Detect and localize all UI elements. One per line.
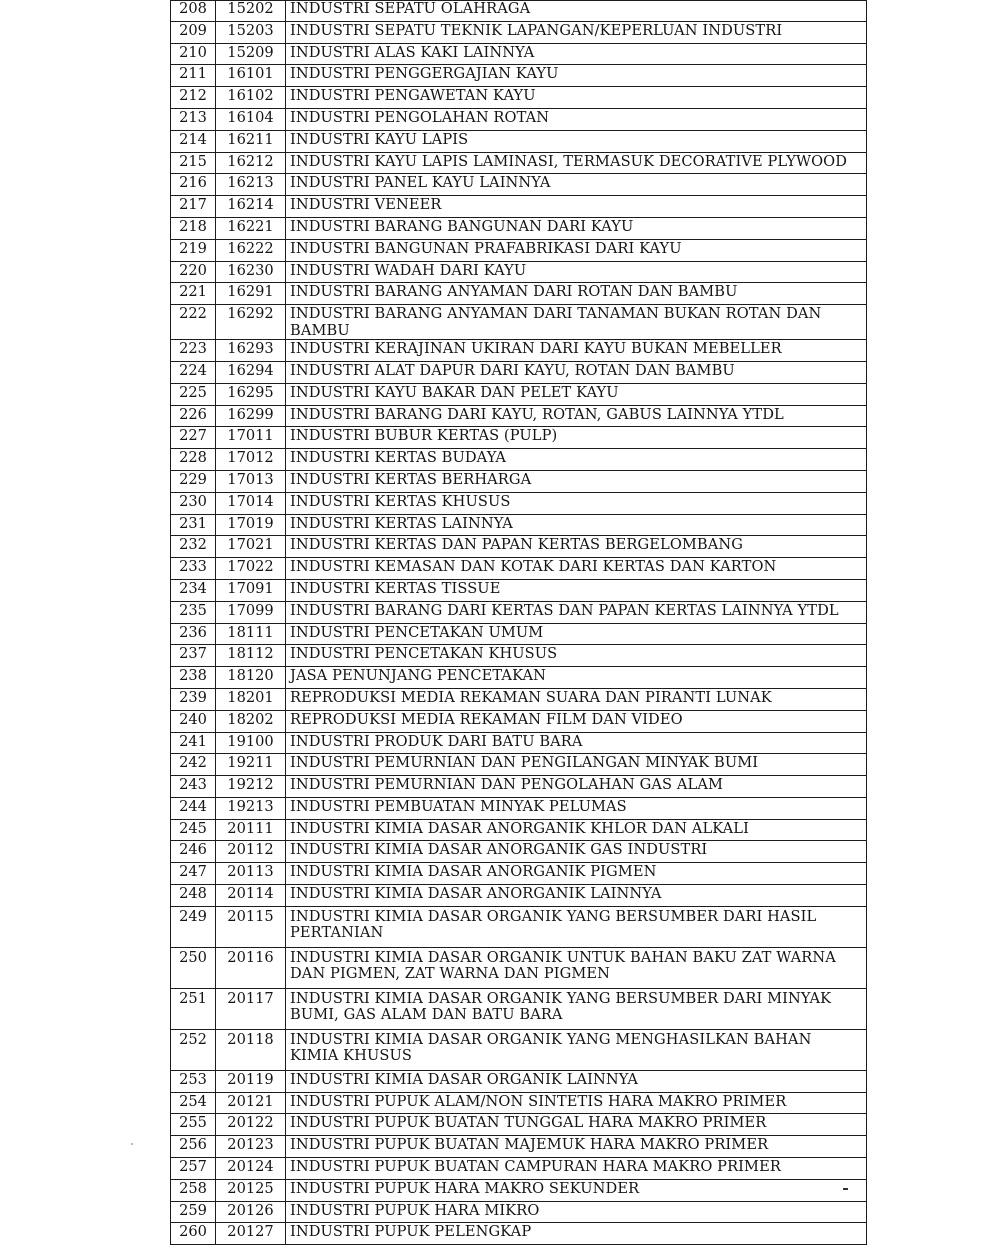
kbli-code-table <box>170 0 867 1245</box>
kbli-code-cell: 16211 <box>216 130 286 152</box>
industry-description-cell: INDUSTRI BARANG ANYAMAN DARI TANAMAN BUKAN ROTAN DAN BAMBU <box>286 305 867 340</box>
row-number-cell: 234 <box>171 579 216 601</box>
kbli-code-cell: 16104 <box>216 108 286 130</box>
table-row <box>171 710 867 732</box>
row-number-cell: 209 <box>171 21 216 43</box>
kbli-code-cell: 16213 <box>216 174 286 196</box>
industry-description-cell: INDUSTRI PENGAWETAN KAYU <box>286 87 867 109</box>
row-number-cell: 232 <box>171 536 216 558</box>
table-row <box>171 470 867 492</box>
table-row <box>171 1223 867 1245</box>
row-number-cell: 221 <box>171 283 216 305</box>
table-row <box>171 754 867 776</box>
kbli-code-cell: 17021 <box>216 536 286 558</box>
table-row <box>171 405 867 427</box>
industry-description-cell: REPRODUKSI MEDIA REKAMAN FILM DAN VIDEO <box>286 710 867 732</box>
table-row <box>171 1114 867 1136</box>
table-row <box>171 305 867 340</box>
row-number-cell: 235 <box>171 601 216 623</box>
table-row <box>171 196 867 218</box>
industry-description-cell: INDUSTRI PUPUK HARA MAKRO SEKUNDER <box>286 1179 867 1201</box>
kbli-code-cell: 16212 <box>216 152 286 174</box>
table-row <box>171 579 867 601</box>
table-row <box>171 152 867 174</box>
industry-description-cell: INDUSTRI PUPUK PELENGKAP <box>286 1223 867 1245</box>
kbli-code-cell: 19211 <box>216 754 286 776</box>
row-number-cell: 247 <box>171 863 216 885</box>
industry-description-cell: JASA PENUNJANG PENCETAKAN <box>286 667 867 689</box>
industry-description-cell: INDUSTRI KERAJINAN UKIRAN DARI KAYU BUKAN MEBELLER <box>286 340 867 362</box>
row-number-cell: 211 <box>171 65 216 87</box>
industry-description-cell: INDUSTRI KAYU LAPIS <box>286 130 867 152</box>
row-number-cell: 254 <box>171 1092 216 1114</box>
kbli-code-cell: 16299 <box>216 405 286 427</box>
industry-description-cell: INDUSTRI BUBUR KERTAS (PULP) <box>286 427 867 449</box>
row-number-cell: 242 <box>171 754 216 776</box>
kbli-code-cell: 16295 <box>216 383 286 405</box>
row-number-cell: 239 <box>171 688 216 710</box>
row-number-cell: 257 <box>171 1158 216 1180</box>
table-row <box>171 601 867 623</box>
kbli-code-cell: 20112 <box>216 841 286 863</box>
industry-description-cell: INDUSTRI SEPATU TEKNIK LAPANGAN/KEPERLUAN INDUSTRI <box>286 21 867 43</box>
row-number-cell: 229 <box>171 470 216 492</box>
table-row <box>171 340 867 362</box>
kbli-code-cell: 18111 <box>216 623 286 645</box>
kbli-code-cell: 20113 <box>216 863 286 885</box>
industry-description-cell: INDUSTRI PUPUK BUATAN MAJEMUK HARA MAKRO PRIMER <box>286 1136 867 1158</box>
table-row <box>171 645 867 667</box>
table-row <box>171 732 867 754</box>
kbli-code-cell: 20125 <box>216 1179 286 1201</box>
industry-description-cell: INDUSTRI KEMASAN DAN KOTAK DARI KERTAS DAN KARTON <box>286 558 867 580</box>
table-row <box>171 217 867 239</box>
industry-description-cell: INDUSTRI PENGGERGAJIAN KAYU <box>286 65 867 87</box>
row-number-cell: 253 <box>171 1070 216 1092</box>
table-row <box>171 1136 867 1158</box>
kbli-code-cell: 15202 <box>216 0 286 21</box>
industry-description-cell: INDUSTRI KERTAS LAINNYA <box>286 514 867 536</box>
table-row <box>171 383 867 405</box>
row-number-cell: 248 <box>171 885 216 907</box>
row-number-cell: 214 <box>171 130 216 152</box>
kbli-code-cell: 20123 <box>216 1136 286 1158</box>
table-row <box>171 361 867 383</box>
kbli-code-cell: 15209 <box>216 43 286 65</box>
table-row <box>171 130 867 152</box>
table-row <box>171 1179 867 1201</box>
row-number-cell: 219 <box>171 239 216 261</box>
scan-artifact-dot <box>131 1143 133 1145</box>
industry-description-cell: INDUSTRI KIMIA DASAR ORGANIK LAINNYA <box>286 1070 867 1092</box>
row-number-cell: 241 <box>171 732 216 754</box>
row-number-cell: 212 <box>171 87 216 109</box>
kbli-code-cell: 20124 <box>216 1158 286 1180</box>
table-row <box>171 558 867 580</box>
row-number-cell: 250 <box>171 947 216 988</box>
row-number-cell: 255 <box>171 1114 216 1136</box>
row-number-cell: 260 <box>171 1223 216 1245</box>
industry-description-cell: INDUSTRI BARANG ANYAMAN DARI ROTAN DAN BAMBU <box>286 283 867 305</box>
row-number-cell: 244 <box>171 797 216 819</box>
kbli-code-cell: 20116 <box>216 947 286 988</box>
table-row <box>171 988 867 1029</box>
table-row <box>171 1092 867 1114</box>
industry-description-cell: INDUSTRI KIMIA DASAR ANORGANIK GAS INDUSTRI <box>286 841 867 863</box>
industry-description-cell: INDUSTRI PENCETAKAN KHUSUS <box>286 645 867 667</box>
table-row <box>171 492 867 514</box>
row-number-cell: 220 <box>171 261 216 283</box>
row-number-cell: 208 <box>171 0 216 21</box>
table-row <box>171 283 867 305</box>
industry-description-cell: INDUSTRI KIMIA DASAR ANORGANIK PIGMEN <box>286 863 867 885</box>
row-number-cell: 227 <box>171 427 216 449</box>
row-number-cell: 256 <box>171 1136 216 1158</box>
industry-description-cell: INDUSTRI ALAS KAKI LAINNYA <box>286 43 867 65</box>
row-number-cell: 252 <box>171 1029 216 1070</box>
kbli-code-cell: 16292 <box>216 305 286 340</box>
kbli-code-cell: 17012 <box>216 449 286 471</box>
industry-description-cell: INDUSTRI KAYU LAPIS LAMINASI, TERMASUK DECORATIVE PLYWOOD <box>286 152 867 174</box>
kbli-code-cell: 15203 <box>216 21 286 43</box>
row-number-cell: 249 <box>171 906 216 947</box>
industry-description-cell: INDUSTRI KIMIA DASAR ORGANIK YANG BERSUMBER DARI MINYAK BUMI, GAS ALAM DAN BATU BARA <box>286 988 867 1029</box>
kbli-code-cell: 20127 <box>216 1223 286 1245</box>
kbli-code-cell: 17022 <box>216 558 286 580</box>
industry-description-cell: INDUSTRI KAYU BAKAR DAN PELET KAYU <box>286 383 867 405</box>
industry-description-cell: INDUSTRI KERTAS BUDAYA <box>286 449 867 471</box>
table-row <box>171 1201 867 1223</box>
industry-description-cell: INDUSTRI BARANG BANGUNAN DARI KAYU <box>286 217 867 239</box>
industry-description-cell: INDUSTRI PUPUK ALAM/NON SINTETIS HARA MAKRO PRIMER <box>286 1092 867 1114</box>
table-row <box>171 819 867 841</box>
industry-description-cell: INDUSTRI BARANG DARI KAYU, ROTAN, GABUS LAINNYA YTDL <box>286 405 867 427</box>
kbli-code-cell: 16221 <box>216 217 286 239</box>
kbli-code-cell: 17011 <box>216 427 286 449</box>
industry-description-cell: INDUSTRI SEPATU OLAHRAGA <box>286 0 867 21</box>
kbli-code-cell: 18120 <box>216 667 286 689</box>
row-number-cell: 215 <box>171 152 216 174</box>
industry-description-cell: INDUSTRI PEMURNIAN DAN PENGILANGAN MINYAK BUMI <box>286 754 867 776</box>
industry-description-cell: INDUSTRI PUPUK BUATAN CAMPURAN HARA MAKRO PRIMER <box>286 1158 867 1180</box>
row-number-cell: 224 <box>171 361 216 383</box>
row-number-cell: 233 <box>171 558 216 580</box>
table-row <box>171 623 867 645</box>
table-row <box>171 427 867 449</box>
kbli-code-cell: 19100 <box>216 732 286 754</box>
table-row <box>171 885 867 907</box>
row-number-cell: 243 <box>171 776 216 798</box>
row-number-cell: 226 <box>171 405 216 427</box>
table-row <box>171 1158 867 1180</box>
row-number-cell: 210 <box>171 43 216 65</box>
table-row <box>171 841 867 863</box>
kbli-code-cell: 20119 <box>216 1070 286 1092</box>
industry-description-cell: INDUSTRI KERTAS BERHARGA <box>286 470 867 492</box>
industry-description-cell: INDUSTRI ALAT DAPUR DARI KAYU, ROTAN DAN BAMBU <box>286 361 867 383</box>
kbli-code-cell: 16294 <box>216 361 286 383</box>
industry-description-cell: INDUSTRI KERTAS KHUSUS <box>286 492 867 514</box>
industry-description-cell: REPRODUKSI MEDIA REKAMAN SUARA DAN PIRANTI LUNAK <box>286 688 867 710</box>
industry-description-cell: INDUSTRI PENCETAKAN UMUM <box>286 623 867 645</box>
industry-description-cell: INDUSTRI WADAH DARI KAYU <box>286 261 867 283</box>
industry-description-cell: INDUSTRI KIMIA DASAR ANORGANIK LAINNYA <box>286 885 867 907</box>
table-row <box>171 1029 867 1070</box>
industry-description-cell: INDUSTRI PUPUK HARA MIKRO <box>286 1201 867 1223</box>
kbli-code-cell: 18201 <box>216 688 286 710</box>
kbli-code-cell: 17013 <box>216 470 286 492</box>
table-row <box>171 1070 867 1092</box>
table-row <box>171 65 867 87</box>
row-number-cell: 246 <box>171 841 216 863</box>
industry-description-cell: INDUSTRI BANGUNAN PRAFABRIKASI DARI KAYU <box>286 239 867 261</box>
kbli-code-cell: 20115 <box>216 906 286 947</box>
table-row <box>171 0 867 21</box>
row-number-cell: 216 <box>171 174 216 196</box>
kbli-code-cell: 16102 <box>216 87 286 109</box>
table-row <box>171 261 867 283</box>
table-row <box>171 239 867 261</box>
table-row <box>171 536 867 558</box>
industry-description-cell: INDUSTRI PANEL KAYU LAINNYA <box>286 174 867 196</box>
table-row <box>171 688 867 710</box>
kbli-code-cell: 19212 <box>216 776 286 798</box>
kbli-code-cell: 18112 <box>216 645 286 667</box>
row-number-cell: 238 <box>171 667 216 689</box>
kbli-code-cell: 20126 <box>216 1201 286 1223</box>
table-row <box>171 776 867 798</box>
industry-description-cell: INDUSTRI BARANG DARI KERTAS DAN PAPAN KERTAS LAINNYA YTDL <box>286 601 867 623</box>
kbli-code-cell: 16222 <box>216 239 286 261</box>
industry-description-cell: INDUSTRI PEMBUATAN MINYAK PELUMAS <box>286 797 867 819</box>
kbli-table-body <box>171 0 867 1245</box>
table-row <box>171 21 867 43</box>
industry-description-cell: INDUSTRI PENGOLAHAN ROTAN <box>286 108 867 130</box>
industry-description-cell: INDUSTRI KERTAS DAN PAPAN KERTAS BERGELOMBANG <box>286 536 867 558</box>
row-number-cell: 240 <box>171 710 216 732</box>
row-number-cell: 231 <box>171 514 216 536</box>
row-number-cell: 230 <box>171 492 216 514</box>
row-number-cell: 259 <box>171 1201 216 1223</box>
industry-description-cell: INDUSTRI PEMURNIAN DAN PENGOLAHAN GAS ALAM <box>286 776 867 798</box>
table-row <box>171 514 867 536</box>
industry-description-cell: INDUSTRI PRODUK DARI BATU BARA <box>286 732 867 754</box>
kbli-code-cell: 17019 <box>216 514 286 536</box>
kbli-code-cell: 16291 <box>216 283 286 305</box>
table-row <box>171 87 867 109</box>
row-number-cell: 251 <box>171 988 216 1029</box>
industry-description-cell: INDUSTRI KIMIA DASAR ORGANIK YANG BERSUMBER DARI HASIL PERTANIAN <box>286 906 867 947</box>
table-row <box>171 947 867 988</box>
table-row <box>171 797 867 819</box>
kbli-code-cell: 16101 <box>216 65 286 87</box>
kbli-code-cell: 17091 <box>216 579 286 601</box>
table-row <box>171 43 867 65</box>
scan-artifact-mark <box>843 1188 848 1190</box>
kbli-code-cell: 17099 <box>216 601 286 623</box>
kbli-code-cell: 16230 <box>216 261 286 283</box>
kbli-code-cell: 20114 <box>216 885 286 907</box>
row-number-cell: 245 <box>171 819 216 841</box>
row-number-cell: 213 <box>171 108 216 130</box>
kbli-code-cell: 16293 <box>216 340 286 362</box>
kbli-code-cell: 19213 <box>216 797 286 819</box>
industry-description-cell: INDUSTRI KIMIA DASAR ANORGANIK KHLOR DAN ALKALI <box>286 819 867 841</box>
row-number-cell: 237 <box>171 645 216 667</box>
row-number-cell: 218 <box>171 217 216 239</box>
table-row <box>171 863 867 885</box>
row-number-cell: 236 <box>171 623 216 645</box>
kbli-code-cell: 17014 <box>216 492 286 514</box>
industry-description-cell: INDUSTRI KIMIA DASAR ORGANIK UNTUK BAHAN BAKU ZAT WARNA DAN PIGMEN, ZAT WARNA DAN PIGMEN <box>286 947 867 988</box>
kbli-code-cell: 20111 <box>216 819 286 841</box>
row-number-cell: 225 <box>171 383 216 405</box>
row-number-cell: 222 <box>171 305 216 340</box>
row-number-cell: 258 <box>171 1179 216 1201</box>
kbli-code-cell: 20121 <box>216 1092 286 1114</box>
industry-description-cell: INDUSTRI KERTAS TISSUE <box>286 579 867 601</box>
row-number-cell: 228 <box>171 449 216 471</box>
table-row <box>171 108 867 130</box>
kbli-code-cell: 20117 <box>216 988 286 1029</box>
row-number-cell: 223 <box>171 340 216 362</box>
kbli-code-cell: 16214 <box>216 196 286 218</box>
table-row <box>171 449 867 471</box>
table-row <box>171 667 867 689</box>
industry-description-cell: INDUSTRI KIMIA DASAR ORGANIK YANG MENGHASILKAN BAHAN KIMIA KHUSUS <box>286 1029 867 1070</box>
kbli-code-cell: 20122 <box>216 1114 286 1136</box>
row-number-cell: 217 <box>171 196 216 218</box>
table-row <box>171 174 867 196</box>
kbli-code-cell: 20118 <box>216 1029 286 1070</box>
table-row <box>171 906 867 947</box>
industry-description-cell: INDUSTRI PUPUK BUATAN TUNGGAL HARA MAKRO PRIMER <box>286 1114 867 1136</box>
kbli-code-cell: 18202 <box>216 710 286 732</box>
industry-description-cell: INDUSTRI VENEER <box>286 196 867 218</box>
